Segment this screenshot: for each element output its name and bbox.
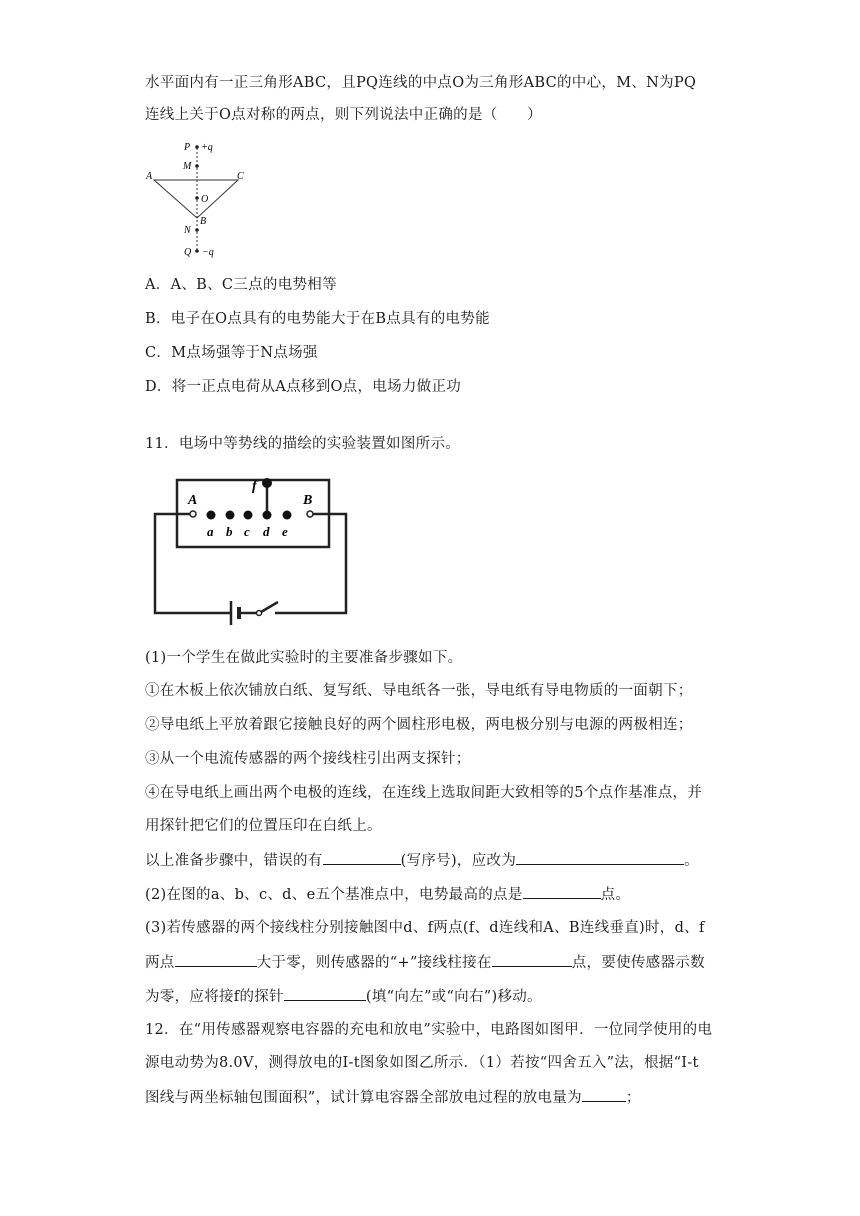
label-n: N (184, 225, 191, 236)
electrode-b (307, 511, 313, 517)
label-electrode-b: B (303, 493, 313, 508)
label-b: B (200, 216, 207, 227)
point-n (195, 228, 199, 232)
probe-f (262, 478, 272, 488)
label-d: d (263, 524, 270, 539)
q11-q3-line1: (3)若传感器的两个接线柱分别接触图中d、f两点(f、d连线和A、B连线垂直)时，d、f (145, 920, 705, 936)
q10-option-d: D．将一正点电荷从A点移到O点，电场力做正功 (145, 379, 462, 395)
q11-question1 (145, 850, 699, 871)
q11-q1-text-b: (写序号)，应改为 (400, 853, 517, 869)
label-plus-q: +q (201, 142, 213, 153)
label-p: P (184, 142, 191, 153)
q11-apparatus-figure (148, 468, 358, 628)
base-point-b (226, 511, 235, 520)
q12-text-b: ； (625, 1090, 641, 1106)
q11-q3-text-b: 大于零，则传感器的“+”接线柱接在 (256, 955, 492, 971)
point-m (195, 164, 199, 168)
q11-q3-text-c: 点，要使传感器示数 (571, 955, 705, 971)
q11-step1: ①在木板上依次铺放白纸、复写纸、导电纸各一张，导电纸有导电物质的一面朝下； (145, 683, 693, 699)
q11-q1-blank-steps[interactable] (323, 850, 401, 865)
q11-q1-text-a: 以上准备步骤中，错误的有 (145, 853, 323, 869)
q12-text-a: 图线与两坐标轴包围面积”，试计算电容器全部放电过程的放电量为 (145, 1090, 582, 1106)
q11-part1-intro: (1)一个学生在做此实验时的主要准备步骤如下。 (145, 650, 463, 666)
q11-q3-text-e: (填“向左”或“向右”)移动。 (365, 989, 542, 1005)
q11-step4-line2: 用探针把它们的位置压印在白纸上。 (145, 818, 382, 834)
q12-blank-charge[interactable] (582, 1087, 626, 1102)
q11-q2-blank-highest-point[interactable] (523, 884, 601, 899)
label-b: b (226, 524, 233, 539)
q11-q3-text-a: 两点 (145, 955, 175, 971)
label-probe-f: f (252, 479, 257, 494)
q11-stem: 11．电场中等势线的描绘的实验装置如图所示。 (145, 436, 461, 452)
label-electrode-a: A (188, 493, 198, 508)
q11-q2-text-b: 点。 (600, 887, 631, 903)
label-q: Q (184, 247, 192, 258)
q11-q3-line3 (145, 986, 542, 1007)
q11-q3-blank-terminal[interactable] (492, 952, 572, 967)
q10-stem-line1: 水平面内有一正三角形ABC，且PQ连线的中点O为三角形ABC的中心，M、N为PQ (145, 75, 697, 91)
label-minus-q: −q (202, 247, 214, 258)
q10-option-c: C．M点场强等于N点场强 (145, 345, 318, 361)
q11-q3-line2 (145, 952, 705, 973)
label-e: e (282, 524, 288, 539)
wire-left (155, 514, 231, 613)
q11-q2-text-a: (2)在图的a、b、c、d、e五个基准点中，电势最高的点是 (145, 887, 523, 903)
point-o (195, 196, 199, 200)
label-m: M (183, 161, 192, 172)
q10-stem-line2: 连线上关于O点对称的两点，则下列说法中正确的是（ ） (145, 107, 542, 123)
q10-option-b: B．电子在O点具有的电势能大于在B点具有的电势能 (145, 311, 490, 327)
base-point-c (244, 511, 253, 520)
q12-line2: 源电动势为8.0V，测得放电的I-t图象如图乙所示．（1）若按“四舍五入”法，根据“I-t (145, 1055, 699, 1071)
label-a: a (207, 524, 214, 539)
label-c: C (237, 171, 244, 182)
q11-step4-line1: ④在导电纸上画出两个电极的连线，在连线上选取间距大致相等的5个点作基准点，并 (145, 785, 703, 801)
q11-q3-blank-direction[interactable] (284, 986, 366, 1001)
q11-q3-text-d: 为零，应将接f的探针 (145, 989, 284, 1005)
base-point-d (263, 511, 272, 520)
q10-option-a: A．A、B、C三点的电势相等 (145, 277, 337, 293)
electrode-a (190, 511, 196, 517)
q11-question2 (145, 884, 630, 905)
base-point-a (207, 511, 216, 520)
q12-line3 (145, 1087, 641, 1108)
q11-q3-blank-quantity[interactable] (175, 952, 257, 967)
switch-lever (261, 602, 278, 612)
q12-line1: 12．在“用传感器观察电容器的充电和放电”实验中，电路图如图甲．一位同学使用的电 (145, 1022, 713, 1038)
q11-step3: ③从一个电流传感器的两个接线柱引出两支探针； (145, 751, 471, 767)
point-p (195, 145, 199, 149)
base-point-e (283, 511, 292, 520)
label-a: A (146, 171, 153, 182)
q10-triangle-figure (140, 138, 260, 260)
q11-step2: ②导电纸上平放着跟它接触良好的两个圆柱形电极，两电极分别与电源的两极相连； (145, 717, 693, 733)
label-c: c (244, 524, 250, 539)
q11-q1-text-c: 。 (684, 853, 699, 869)
q11-q1-blank-correction[interactable] (516, 850, 684, 865)
label-o: O (201, 194, 209, 205)
point-q (195, 249, 199, 253)
